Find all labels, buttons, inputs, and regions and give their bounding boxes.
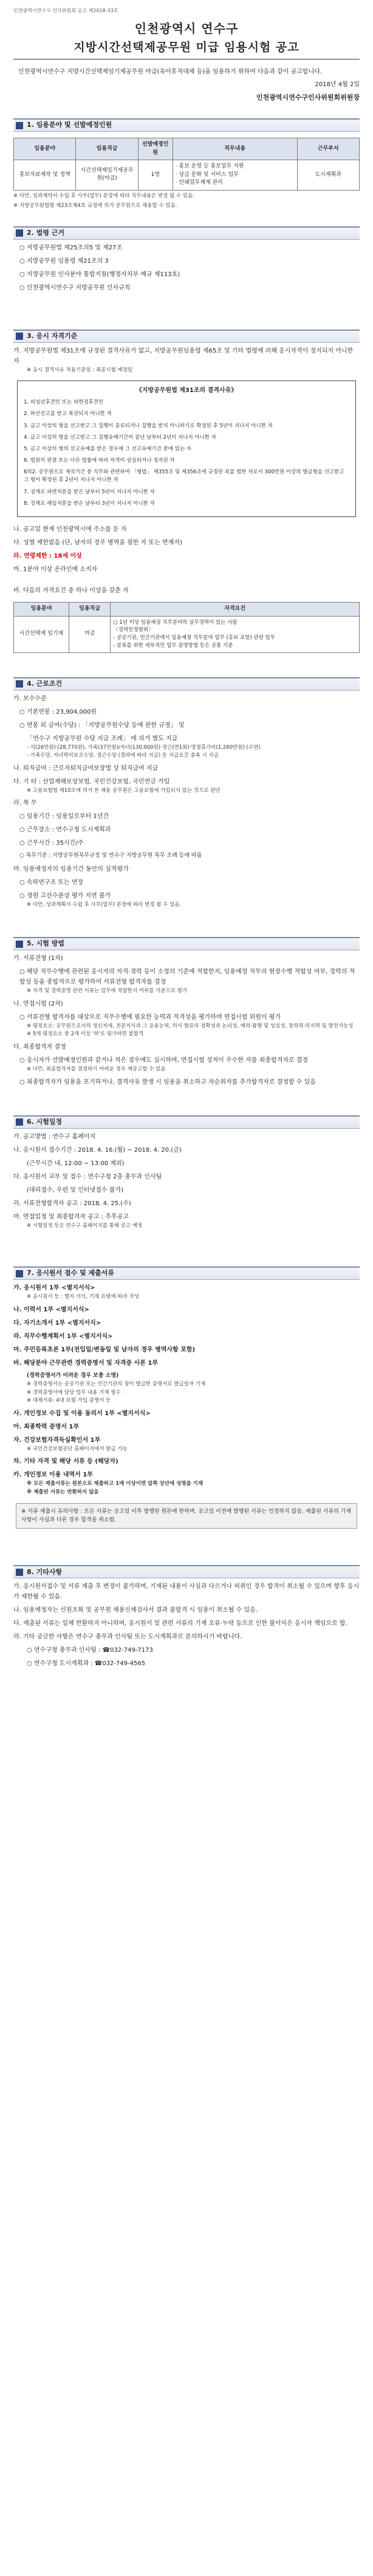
section-square-icon bbox=[16, 941, 23, 948]
table-header: 자격요건 bbox=[111, 603, 360, 617]
qualification-ba: 바. 다음의 자격요건 중 하나 이상을 갖춘 자 bbox=[13, 587, 129, 594]
table-header: 직무내용 bbox=[173, 138, 297, 160]
title-line-2: 지방시간선택제공무원 미급 임용시험 공고 bbox=[13, 39, 360, 59]
section-square-icon bbox=[16, 122, 23, 129]
work-ma-item: ※ 다만, 성과계획서 수립 후 사무(업무) 분장에 따라 변경 될 수 있음. bbox=[27, 901, 182, 908]
section-3-header bbox=[13, 330, 360, 343]
exam-na-item: ※ 5개 평정요소 중 2개 이상 '하'로 평가하면 불합격 bbox=[27, 1031, 144, 1038]
table-header: 임용분야 bbox=[14, 138, 76, 160]
docs-ga-note: ※ 응시원서 등 : 별지 서식, 기재 요령에 따라 작성 bbox=[27, 1294, 139, 1300]
table-cell: 시간선택제 임기제 bbox=[14, 616, 69, 652]
work-ra-item: ○ 근무시간 : 35시간/주 bbox=[19, 840, 84, 847]
docs-da: 다. 자기소개서 1부 <별지서식> bbox=[13, 1319, 101, 1327]
section-5-title: 5. 시험 방법 bbox=[27, 939, 64, 948]
schedule-da: 다. 응시원서 교부 및 접수 : 연수구청 2층 총무과 인사팀 bbox=[13, 1173, 162, 1180]
etc-item: 라. 기타 궁금한 사항은 연수구 총무과 인사팀 또는 도시계획과로 문의하시기 바랍니다. bbox=[13, 1634, 242, 1641]
contact-line: ○ 연수구청 도시계획과 : ☎032-749-4565 bbox=[27, 1660, 146, 1668]
recruit-table bbox=[13, 138, 360, 191]
work-item: - 식(26만원)·(28,770원), 가족(37만원)/자녀(130,000원)·정근(연1회)·명절휴가비(1,260만원)·(수연) bbox=[27, 744, 261, 751]
docs-ka: 카. 개인정보 이용 내역서 1부 bbox=[13, 1472, 93, 1479]
section-square-icon bbox=[16, 1270, 23, 1277]
docs-ba-item: ※ 경력증명서는 공공기관 또는 민간기관의 장이 발급한 증명서로 발급일자 기재 bbox=[27, 1381, 206, 1388]
work-ga: 가. 보수수준 bbox=[13, 695, 47, 702]
exam-na-item: ※ 평정요소: 공무원으로서의 정신자세, 전문지식과 그 응용능력, 의사 발표의 정확성과 논리성, 예의·품행 및 성실성, 창의력·의지력 및 발전가능성 bbox=[27, 1023, 354, 1029]
table-header: 임용직급 bbox=[69, 603, 111, 617]
disqualification-box bbox=[17, 380, 356, 517]
section-4-header bbox=[13, 677, 360, 691]
qualification-da: 다. 성별 제한없음 (단, 남자의 경우 병역을 필한 자 또는 면제자) bbox=[13, 539, 182, 546]
qualification-ma: 마. 1분야 이상 온라인에 소지자 bbox=[13, 566, 98, 573]
section-4-title: 4. 근로조건 bbox=[27, 679, 63, 688]
work-na: 나. 퇴직급여 : 근로자퇴직급여보장법 상 퇴직급여 지급 bbox=[13, 765, 159, 772]
intro-text: 인천광역시연수구 지방시간선택제임기제공무원 마급(육아휴직대체 등)을 임용하기 위하여 다음과 같이 공고합니다. bbox=[18, 68, 323, 75]
schedule-da-note: (대리접수, 우편 및 인터넷접수 불가) bbox=[27, 1186, 123, 1194]
box-title: 《지방공무원법 제31조의 결격사유》 bbox=[135, 387, 238, 394]
contact-line: ○ 연수구청 총무과 인사팀 : ☎032-749-7173 bbox=[27, 1647, 153, 1654]
schedule-na: 나. 응시원서 접수기간 : 2018. 4. 16.(월) ~ 2018. 4. 20.(금) bbox=[13, 1146, 182, 1154]
docs-ba-item: ※ 경력증명서에 담당 업무 내용 기재 필수 bbox=[27, 1389, 121, 1396]
docs-cha: 차. 기타 자격 및 해당 서류 등 (해당자) bbox=[13, 1458, 118, 1465]
work-ma-item: ○ 속하연구조 또는 연장 bbox=[19, 879, 84, 886]
law-item: ○ 지방공무원 인사분야 통합지침(행정자치부 예규 제113호) bbox=[19, 271, 180, 278]
work-ra-item: ○ 근무장소 : 연수구청 도시계획과 bbox=[19, 827, 111, 834]
table-header: 임용분야 bbox=[14, 603, 69, 617]
box-item: 3. 금고 이상의 형을 선고받고 그 집행이 종료되거나 집행을 받지 아니하기로 확정된 후 5년이 지나지 아니한 자 bbox=[24, 422, 273, 429]
box-item: 6의2. 공무원으로 재직기간 중 직무와 관련하여 「형법」 제355조 및 제356조에 규정된 죄를 범한 자로서 300만원 이상의 벌금형을 선고받고 그 형이 확정된 후 2년이 지나지 아니한 자 bbox=[24, 469, 344, 484]
work-item: 「연수구 지방공무원 수당 지급 조례」 에 의거 별도 지급 bbox=[27, 735, 178, 742]
section-square-icon bbox=[16, 680, 23, 688]
issuer: 인천광역시연수구인사위원회위원장 bbox=[256, 93, 360, 101]
etc-item: 나. 임용예정자는 신원조회 및 공무원 채용신체검사서 결과 불합격 시 임용이 취소될 수 있음. bbox=[13, 1607, 258, 1614]
box-item: 1. 피성년후견인 또는 피한정후견인 bbox=[24, 399, 104, 406]
exam-ga: 가. 서류전형 (1차) bbox=[13, 955, 63, 962]
exam-da: 다. 최종합격자 결정 bbox=[13, 1043, 66, 1050]
etc-item: 다. 제출된 서류는 일체 반환하지 아니하며, 응시원서 및 관련 서류의 기재 오류·누락 등으로 인한 불이익은 응시자 책임으로 함. bbox=[13, 1620, 347, 1628]
notice-date: 2018년 4월 2일 bbox=[315, 81, 360, 88]
table-header: 임용직급 bbox=[76, 138, 138, 160]
law-item: ○ 인천광역시연수구 지방공무원 인사규칙 bbox=[19, 284, 131, 291]
qualification-note: ※ 응시 결격사유 적용기준일 : 최종시험 예정일 bbox=[27, 367, 132, 373]
docs-ja-note: ※ 국민건강보험공단 홈페이지에서 발급 가능 bbox=[27, 1445, 128, 1452]
section-square-icon bbox=[16, 1118, 23, 1126]
table-cell: 시간선택제임기제공무원(마급) bbox=[76, 160, 138, 191]
requirement-table bbox=[13, 602, 360, 653]
schedule-ga: 가. 공고방법 : 연수구 홈페이지 bbox=[13, 1133, 96, 1140]
box-item: 5. 금고 이상의 형의 선고유예를 받은 경우에 그 선고유예기간 중에 있는 자 bbox=[24, 445, 191, 452]
schedule-ma: 마. 면접일정 및 최종합격자 공고 : 추후공고 bbox=[13, 1213, 129, 1220]
notice-number: 인천광역시연수구 인사위원회 공고 제2018-33호 bbox=[13, 8, 118, 13]
docs-ma: 마. 주민등록초본 1부(전입일/변동일 및 남자의 경우 병역사항 포함) bbox=[13, 1346, 196, 1353]
docs-ra: 라. 직무수행계획서 1부 <별지서식> bbox=[13, 1333, 113, 1340]
section-5-header bbox=[13, 937, 360, 950]
exam-da-item: ※ 다만, 최종합격자를 결정하기 어려운 경우 재공고할 수 있음 bbox=[27, 1066, 166, 1072]
table-cell: 1명 bbox=[138, 160, 173, 191]
section-7-header bbox=[13, 1266, 360, 1280]
exam-na-item: ○ 서류전형 합격자를 대상으로 직무수행에 필요한 능력과 적격성을 평가하며 면접시험 위원이 평가 bbox=[19, 1013, 281, 1021]
section-6-header bbox=[13, 1115, 360, 1129]
docs-na: 나. 이력서 1부 <별지서식> bbox=[13, 1306, 89, 1313]
docs-ba-item: ※ 대체서류: 4대 보험 가입 증명서 등 bbox=[27, 1398, 111, 1404]
section-square-icon bbox=[16, 333, 23, 340]
docs-sa: 사. 개인정보 수집 및 이용 동의서 1부 <별지서식> bbox=[13, 1410, 151, 1417]
section-1-header bbox=[13, 118, 360, 132]
section-2-header bbox=[13, 226, 360, 240]
exam-na: 나. 면접시험 (2차) bbox=[13, 1000, 63, 1007]
qualification-ga: 가. 지방공무원법 제31조에 규정된 결격사유가 없고, 지방공무원임용령 제65조 및 기타 법령에 의해 응시자격이 정지되지 아니한 자 bbox=[13, 347, 354, 365]
exam-ga-item: ※ 자격 및 경력증명 관련 서류는 업무에 적합한지 여부를 기준으로 평가 bbox=[27, 988, 188, 995]
schedule-na-time: (근무시간 내, 12:00 ~ 13:00 제외) bbox=[27, 1160, 125, 1167]
law-item: ○ 지방공무원 임용령 제21조의 3 bbox=[19, 257, 109, 265]
work-item: - 가족수당, 자녀학비보조수당, 정근수당 (결과에 따라 지급) 등 지급요건 충족 시 지급 bbox=[27, 752, 219, 759]
work-ra: 라. 복 무 bbox=[13, 800, 37, 807]
box-item: 8. 징계로 해임처분을 받은 날부터 3년이 지나지 아니한 자 bbox=[24, 500, 155, 507]
docs-warning-box: ※ 서류 제출시 유의사항 : 모든 서류는 공고일 이후 발행된 원본에 한하며, 공고일 이전에 발행된 서류는 인정하지 않음. 제출된 서류의 기재사항이 사실과 다른 경우 합격을 취소함. bbox=[16, 1503, 357, 1529]
section-7-title: 7. 응시원서 접수 및 제출서류 bbox=[27, 1269, 115, 1277]
docs-ja: 자. 건강보험자격득실확인서 1부 bbox=[13, 1436, 101, 1444]
box-item: 4. 금고 이상의 형을 선고받고 그 집행유예기간이 끝난 날부터 2년이 지나지 아니한 자 bbox=[24, 434, 216, 441]
exam-da-item: ○ 최종합격자가 임용을 포기하거나, 결격사유 발생 시 임용을 취소하고 차순위자를 추가합격자로 결정할 수 있음 bbox=[19, 1078, 316, 1086]
section-3-title: 3. 응시 자격기준 bbox=[27, 331, 78, 340]
section-square-icon bbox=[16, 1569, 23, 1576]
law-item: ○ 지방공무원법 제25조의5 및 제27조 bbox=[19, 244, 123, 251]
section-1-title: 1. 임용분야 및 선발예정인원 bbox=[27, 121, 112, 129]
table-cell: 마급 bbox=[69, 616, 111, 652]
qualification-na: 나. 공고일 현재 인천광역시에 주소를 둔 자 bbox=[13, 526, 127, 533]
work-ra-item: ○ 임용기간 : 임용일로부터 1년간 bbox=[19, 813, 109, 820]
work-ra-item: ○ 복무기준 : 지방공무원복무규정 및 연수구 지방공무원 복무 조례 등에 따름 bbox=[19, 853, 202, 859]
footer-space bbox=[13, 1669, 360, 1693]
work-item: ○ 연봉 외 급여(수당) : 「지방공무원수당 등에 관한 규정」 및 bbox=[19, 722, 185, 729]
work-item: ○ 기본연봉 : 23,904,000원 bbox=[19, 708, 97, 715]
table-cell: ○ 1년 이상 임용예정 직무분야의 실무경력이 있는 사람 〈경력인정범위〉 - 공공기관, 민간기관에서 임용예정 직무분야 업무 (홍보 포함) 관련 업무 - 분류를 위한 세부적인 업무 증명방법 등은 공통 기준 bbox=[111, 616, 360, 652]
table-header: 근무부서 bbox=[297, 138, 359, 160]
table-note: ※ 다만, 성과계약서 수립 후 사무(업무) 분장에 따라 직무내용은 변경 될 수 있음. bbox=[13, 192, 194, 199]
docs-ka-note: ※ 모든 제출서류는 원본으로 제출하고 1매 이상이면 앞쪽 상단에 성명을 기재 bbox=[27, 1481, 204, 1487]
title-line-1: 인천광역시 연수구 bbox=[134, 21, 239, 36]
docs-ga: 가. 응시원서 1부 <별지서식> bbox=[13, 1285, 95, 1292]
box-item: 6. 법원의 판결 또는 다른 법률에 따라 자격이 상실되거나 정지된 자 bbox=[24, 458, 175, 464]
work-ma: 마. 임용예정자의 임용기간 동안의 실적평가 bbox=[13, 865, 129, 873]
docs-ba-note: (경력증명서가 어려운 경우 보충 소명) bbox=[27, 1372, 119, 1379]
work-da-note: ※ 고용보험법 제10조에 의거 본 채용 공무원은 고용보험에 가입되지 않는 것으로 판단 bbox=[27, 787, 221, 794]
docs-aa: 아. 최종학력 증명서 1부 bbox=[13, 1423, 80, 1430]
schedule-ra: 라. 서류전형합격자 공고 : 2018. 4. 25.(수) bbox=[13, 1200, 131, 1207]
work-da: 다. 기 타 : 산업재해보상보험, 국민건강보험, 국민연금 가입 bbox=[13, 778, 170, 785]
exam-ga-item: ○ 해당 직무수행에 관련된 응시자의 자격·경력 등이 소정의 기준에 적합한지, 임용예정 직무의 현장수행 적합성 여부, 경력의 적합성 등을 종합적으로 평가하여 서류전형 합격자를 결정 bbox=[19, 969, 355, 986]
section-2-title: 2. 법령 근거 bbox=[27, 228, 64, 237]
docs-ba: 바. 해당분야 근무관련 경력증명서 및 자격증 사본 1부 bbox=[13, 1359, 158, 1367]
table-cell: 도시계획과 bbox=[297, 160, 359, 191]
box-item: 2. 파산선고를 받고 복권되지 아니한 자 bbox=[24, 411, 112, 418]
table-note: ※ 지방공무원법령 제23조제4호 규정에 의거 공무원으로 채용할 수 있음. bbox=[13, 203, 177, 209]
section-8-title: 8. 기타사항 bbox=[27, 1567, 63, 1576]
schedule-note: ※ 시험일정 등은 연수구 홈페이지를 통해 공고 예정 bbox=[27, 1222, 143, 1229]
section-8-header bbox=[13, 1565, 360, 1578]
table-header: 선발예정인원 bbox=[138, 138, 173, 160]
table-cell: 홍보자료제작 및 정책 bbox=[14, 160, 76, 191]
table-cell: · 홍보 운영 등 홍보업무 지원 · 상급 문화 및 서비스 업무 · 인쇄업무체계 관리 bbox=[173, 160, 297, 191]
work-ma-item: ○ 정원 고산수분상 평가 지연 불가 bbox=[19, 892, 111, 899]
qualification-ra: 라. 연령제한 : 18세 이상 bbox=[13, 553, 82, 559]
docs-ka-note: ※ 제출된 서류는 반환하지 않음 bbox=[27, 1489, 99, 1495]
exam-da-item: ○ 응시자가 선발예정인원과 같거나 적은 경우에도 실시하며, 면접시험 성적이 우수한 자를 최종합격자로 결정 bbox=[19, 1056, 309, 1064]
section-square-icon bbox=[16, 229, 23, 237]
box-item: 7. 징계로 파면처분을 받은 날부터 5년이 지나지 아니한 자 bbox=[24, 488, 155, 495]
section-6-title: 6. 시험일정 bbox=[27, 1117, 63, 1126]
etc-item: 가. 응시원서접수 및 서류 제출 후 변경이 불가하며, 기재된 내용이 사실과 다르거나 허위인 경우 합격이 취소될 수 있으며 향후 응시가 제한될 수 있음. bbox=[13, 1583, 360, 1601]
